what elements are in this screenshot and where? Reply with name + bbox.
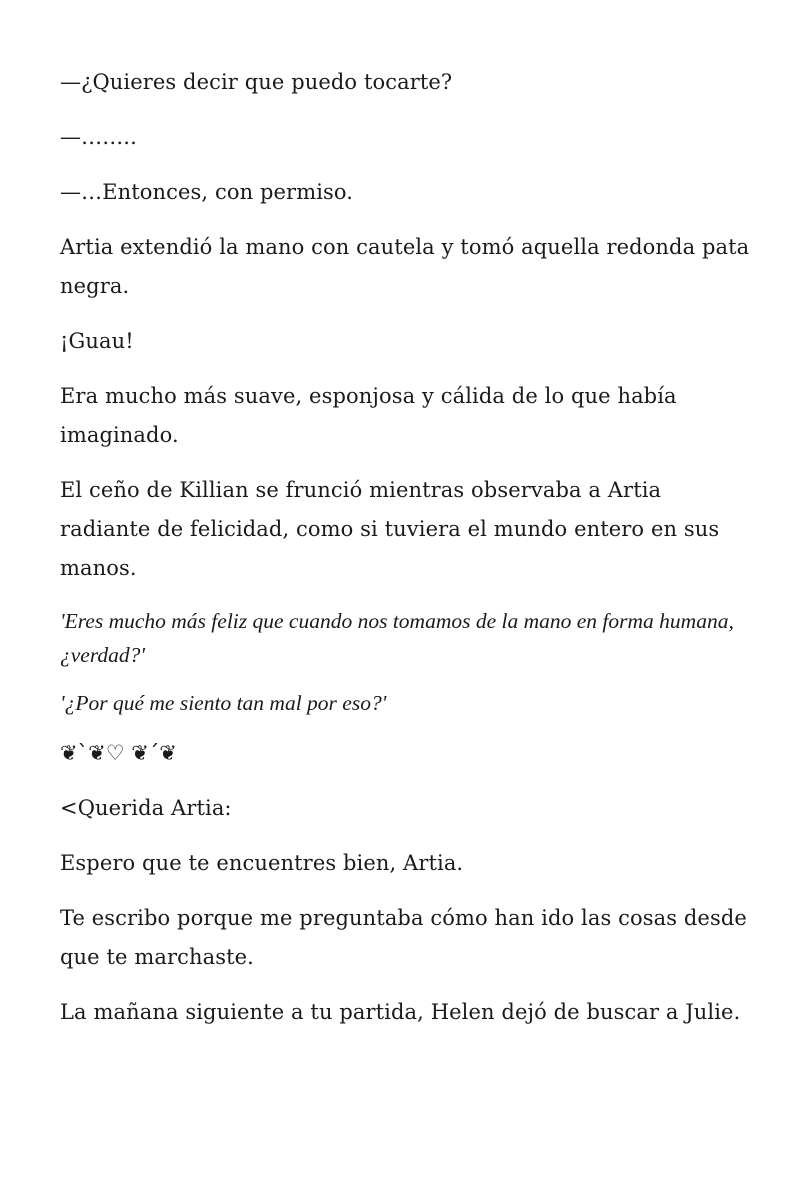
exclamation-line: ¡Guau! xyxy=(60,329,134,353)
narration-paragraph: Era mucho más suave, esponjosa y cálida de lo que había imaginado. xyxy=(60,384,677,447)
dialogue-line: —…Entonces, con permiso. xyxy=(60,180,354,204)
inner-thought: 'Eres mucho más feliz que cuando nos tomamos de la mano en forma humana, ¿verdad?' xyxy=(60,609,734,667)
narration-paragraph: Artia extendió la mano con cautela y tomó aquella redonda pata negra. xyxy=(60,235,750,298)
narration-paragraph: El ceño de Killian se frunció mientras observaba a Artia radiante de felicidad, como si tuviera el mundo entero en sus manos. xyxy=(60,478,720,580)
dialogue-line: —¿Quieres decir que puedo tocarte? xyxy=(60,70,453,94)
letter-paragraph: La mañana siguiente a tu partida, Helen dejó de buscar a Julie. xyxy=(60,1000,741,1024)
scene-divider: ❦`❦♡ ❦´❦ xyxy=(60,741,177,765)
letter-salutation: <Querida Artia: xyxy=(60,796,232,820)
letter-paragraph: Te escribo porque me preguntaba cómo han ido las cosas desde que te marchaste. xyxy=(60,906,747,969)
inner-thought: '¿Por qué me siento tan mal por eso?' xyxy=(60,691,387,715)
document-page xyxy=(60,63,750,1048)
letter-paragraph: Espero que te encuentres bien, Artia. xyxy=(60,851,464,875)
dialogue-line: —…….. xyxy=(60,125,137,149)
